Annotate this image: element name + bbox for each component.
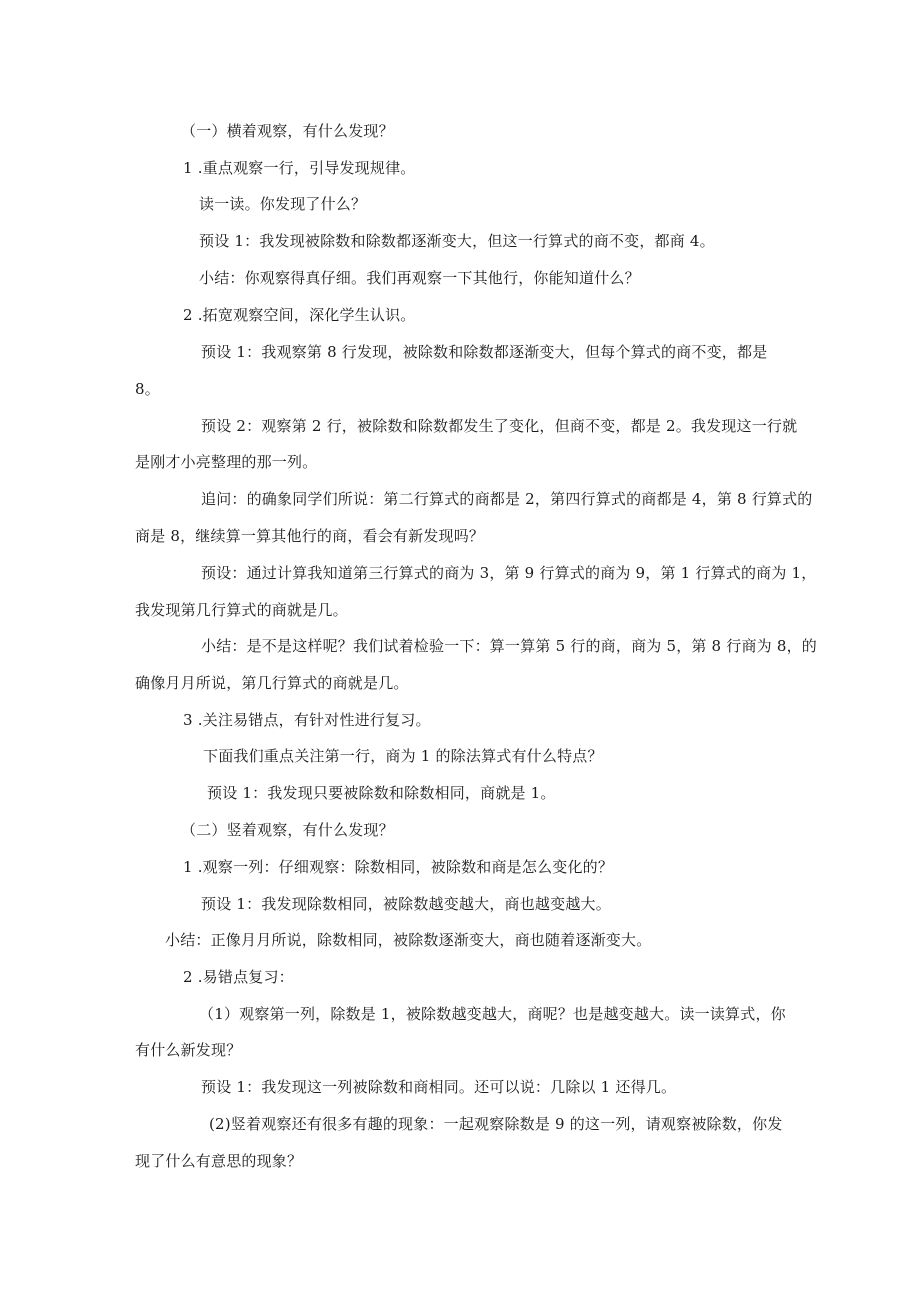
paragraph-preset-2: 预设 2：观察第 2 行，被除数和除数都发生了变化，但商不变，都是 2。我发现这一行就 (201, 417, 798, 435)
paragraph-follow-up: 追问：的确象同学们所说：第二行算式的商都是 2，第四行算式的商都是 4，第 8 行算式的 (201, 490, 813, 508)
paragraph-preset-calc: 预设：通过计算我知道第三行算式的商为 3，第 9 行算式的商为 9，第 1 行算式的商为 1， (201, 564, 817, 582)
step-2-heading: 2 .拓宽观察空间，深化学生认识。 (183, 306, 416, 324)
step-3-heading: 3 .关注易错点，有针对性进行复习。 (183, 711, 431, 729)
paragraph-preset-1a: 预设 1：我发现被除数和除数都逐渐变大，但这一行算式的商不变，都商 4。 (199, 232, 715, 250)
section-heading-horizontal: （一）横着观察，有什么发现？ (181, 122, 394, 140)
paragraph-summary-1: 小结：你观察得真仔细。我们再观察一下其他行，你能知道什么？ (199, 269, 640, 287)
paragraph-summary-3: 小结：正像月月所说，除数相同，被除数逐渐变大，商也随着逐渐变大。 (165, 931, 652, 949)
paragraph-observe-column-1-cont: 有什么新发现？ (135, 1041, 242, 1059)
paragraph-observe-column-9-cont: 现了什么有意思的现象？ (135, 1152, 303, 1170)
paragraph-summary-2-cont: 确像月月所说，第几行算式的商就是几。 (135, 674, 409, 692)
paragraph-preset-1d: 预设 1：我发现除数相同，被除数越变越大，商也越变越大。 (201, 895, 611, 913)
paragraph-summary-2: 小结：是不是这样呢？我们试着检验一下：算一算第 5 行的商，商为 5，第 8 行商为 8，的 (201, 637, 817, 655)
paragraph-observe-column-9: (2)竖着观察还有很多有趣的现象：一起观察除数是 9 的这一列，请观察被除数，你发 (209, 1115, 783, 1133)
paragraph-preset-calc-cont: 我发现第几行算式的商就是几。 (135, 601, 348, 619)
paragraph-preset-2-cont: 是刚才小亮整理的那一列。 (135, 453, 318, 471)
step-1-heading: 1 .重点观察一行，引导发现规律。 (183, 159, 416, 177)
step-2b-heading: 2 .易错点复习： (183, 968, 294, 986)
paragraph-read: 读一读。你发现了什么？ (199, 195, 367, 213)
step-1b-heading: 1 .观察一列：仔细观察：除数相同，被除数和商是怎么变化的？ (183, 858, 614, 876)
paragraph-preset-1e: 预设 1：我发现这一列被除数和商相同。还可以说：几除以 1 还得几。 (201, 1078, 677, 1096)
paragraph-preset-1b: 预设 1：我观察第 8 行发现，被除数和除数都逐渐变大，但每个算式的商不变，都是 (201, 343, 768, 361)
paragraph-follow-up-cont: 商是 8，继续算一算其他行的商，看会有新发现吗？ (135, 527, 485, 545)
paragraph-focus-row-1: 下面我们重点关注第一行，商为 1 的除法算式有什么特点？ (203, 747, 603, 765)
paragraph-preset-1c: 预设 1：我发现只要被除数和除数相同，商就是 1。 (207, 784, 556, 802)
paragraph-observe-column-1: （1）观察第一列，除数是 1，被除数越变越大，商呢？也是越变越大。读一读算式，你 (199, 1005, 786, 1023)
section-heading-vertical: （二）竖着观察，有什么发现？ (181, 821, 394, 839)
paragraph-preset-1b-cont: 8。 (135, 380, 160, 398)
